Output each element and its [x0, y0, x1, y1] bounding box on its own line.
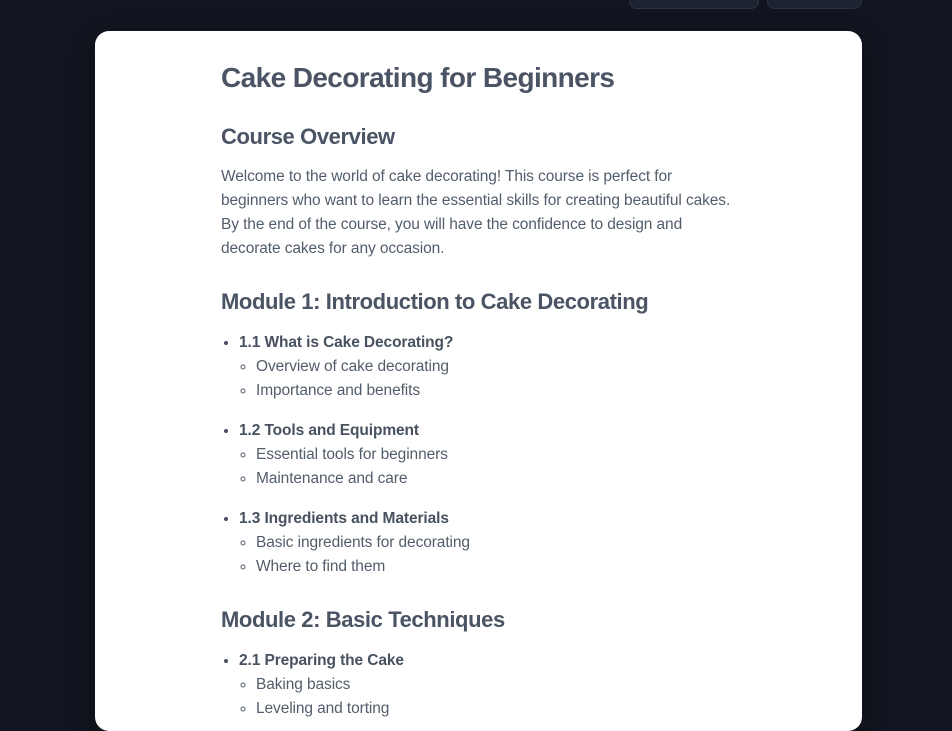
list-item-label: 2.1 Preparing the Cake [239, 652, 404, 669]
list-item-label: 1.1 What is Cake Decorating? [239, 334, 454, 351]
document-content [221, 31, 736, 721]
sublist [239, 673, 736, 721]
list-item-label: 1.3 Ingredients and Materials [239, 510, 449, 527]
sublist [239, 443, 736, 491]
cutoff-toolbar-button-right[interactable] [767, 0, 862, 9]
module-1-list [221, 331, 736, 579]
list-subitem: ◦ Leveling and torting [256, 697, 736, 721]
section-heading-course-overview: Course Overview [221, 124, 395, 149]
document-title: Cake Decorating for Beginners [221, 62, 615, 93]
list-subitem: ◦ Maintenance and care [256, 467, 736, 491]
section-heading-module-2: Module 2: Basic Techniques [221, 607, 505, 632]
list-item [239, 331, 736, 403]
list-item [239, 507, 736, 579]
document-card [95, 31, 862, 731]
section-heading-module-1: Module 1: Introduction to Cake Decorating [221, 289, 649, 314]
list-subitem: ◦ Essential tools for beginners [256, 443, 736, 467]
list-subitem: ◦ Baking basics [256, 673, 736, 697]
list-subitem: ◦ Where to find them [256, 555, 736, 579]
list-item [239, 419, 736, 491]
course-overview-paragraph: Welcome to the world of cake decorating! This course is perfect for beginners who want to learn the essential skills for creating beautiful cakes. By the end of the course, you will have the confidence to design and decorate cakes for any occasion. [221, 168, 731, 257]
module-2-list [221, 649, 736, 721]
sublist [239, 355, 736, 403]
list-subitem: ◦ Basic ingredients for decorating [256, 531, 736, 555]
list-subitem: ◦ Overview of cake decorating [256, 355, 736, 379]
list-subitem: ◦ Importance and benefits [256, 379, 736, 403]
list-item [239, 649, 736, 721]
cutoff-toolbar-button-left[interactable] [629, 0, 759, 9]
sublist [239, 531, 736, 579]
list-item-label: 1.2 Tools and Equipment [239, 422, 419, 439]
